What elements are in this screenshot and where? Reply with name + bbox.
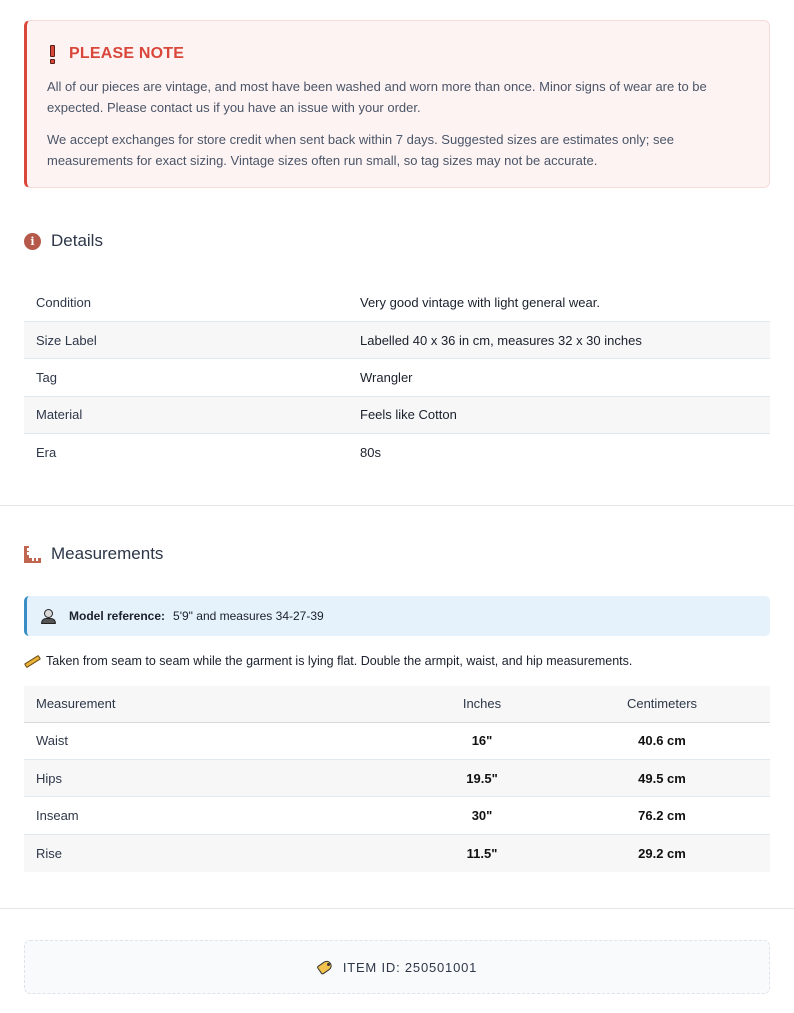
table-row — [24, 797, 770, 834]
table-row — [24, 321, 770, 358]
detail-label: Material — [24, 396, 360, 433]
detail-label: Size Label — [24, 321, 360, 358]
measurements-table — [24, 686, 770, 872]
section-divider — [0, 505, 794, 506]
measurement-cm: 49.5 cm — [554, 759, 770, 796]
measurement-cm: 29.2 cm — [554, 834, 770, 871]
measurement-inches: 16" — [410, 722, 554, 759]
measurement-note-text: Taken from seam to seam while the garment is lying flat. Double the armpit, waist, and hip measurements. — [46, 654, 633, 668]
notice-box — [24, 20, 770, 188]
item-id-box — [24, 940, 770, 994]
details-table — [24, 284, 770, 471]
model-reference — [24, 596, 770, 636]
detail-label: Condition — [24, 284, 360, 321]
model-reference-label: Model reference: — [69, 609, 166, 623]
table-row — [24, 359, 770, 396]
notice-paragraph-1: All of our pieces are vintage, and most have been washed and worn more than once. Minor signs of wear are to be expected. Please contact us if you have an issue with your order. — [47, 79, 707, 115]
detail-value: Very good vintage with light general wear. — [360, 284, 770, 321]
measurement-cm: 40.6 cm — [554, 722, 770, 759]
ruler-icon — [24, 546, 41, 563]
measurement-name: Hips — [24, 759, 410, 796]
column-header: Inches — [410, 686, 554, 722]
info-icon: i — [24, 233, 41, 250]
detail-value: Labelled 40 x 36 in cm, measures 32 x 30 inches — [360, 321, 770, 358]
table-row — [24, 759, 770, 796]
detail-value: Wrangler — [360, 359, 770, 396]
detail-value: 80s — [360, 445, 381, 460]
measurement-cm: 76.2 cm — [554, 797, 770, 834]
measurement-name: Inseam — [24, 797, 410, 834]
measurements-header — [24, 544, 163, 564]
measurement-inches: 11.5" — [410, 834, 554, 871]
item-id: ITEM ID: 250501001 — [342, 959, 478, 975]
measurement-note — [24, 654, 632, 668]
table-row — [24, 284, 770, 321]
column-header: Centimeters — [554, 686, 770, 722]
notice-paragraph-2: We accept exchanges for store credit when sent back within 7 days. Suggested sizes are estimates only; see measurements for exact sizing. Vintage sizes often run small, so tag sizes may not be accurate. — [47, 132, 674, 168]
table-row — [24, 722, 770, 759]
table-row — [24, 396, 770, 433]
table-row — [24, 434, 770, 471]
section-divider — [0, 908, 794, 909]
table-row — [24, 834, 770, 871]
details-header — [24, 231, 103, 251]
notice-header — [47, 43, 747, 65]
tag-icon — [317, 960, 333, 974]
detail-value: Feels like Cotton — [360, 396, 770, 433]
notice-title: PLEASE NOTE — [69, 45, 185, 62]
measurement-name: Rise — [24, 834, 410, 871]
ruler-emoji-icon — [24, 654, 40, 668]
person-icon — [41, 609, 55, 624]
detail-label: Tag — [24, 359, 360, 396]
measurements-title: Measurements — [51, 544, 164, 563]
measurement-inches: 30" — [410, 797, 554, 834]
table-header-row — [24, 686, 770, 722]
model-reference-value: 5'9" and measures 34-27-39 — [173, 609, 324, 623]
exclamation-icon — [47, 44, 59, 64]
measurement-inches: 19.5" — [410, 759, 554, 796]
measurement-name: Waist — [24, 722, 410, 759]
details-title: Details — [51, 231, 103, 250]
column-header: Measurement — [24, 686, 410, 722]
detail-label: Era — [36, 445, 57, 460]
